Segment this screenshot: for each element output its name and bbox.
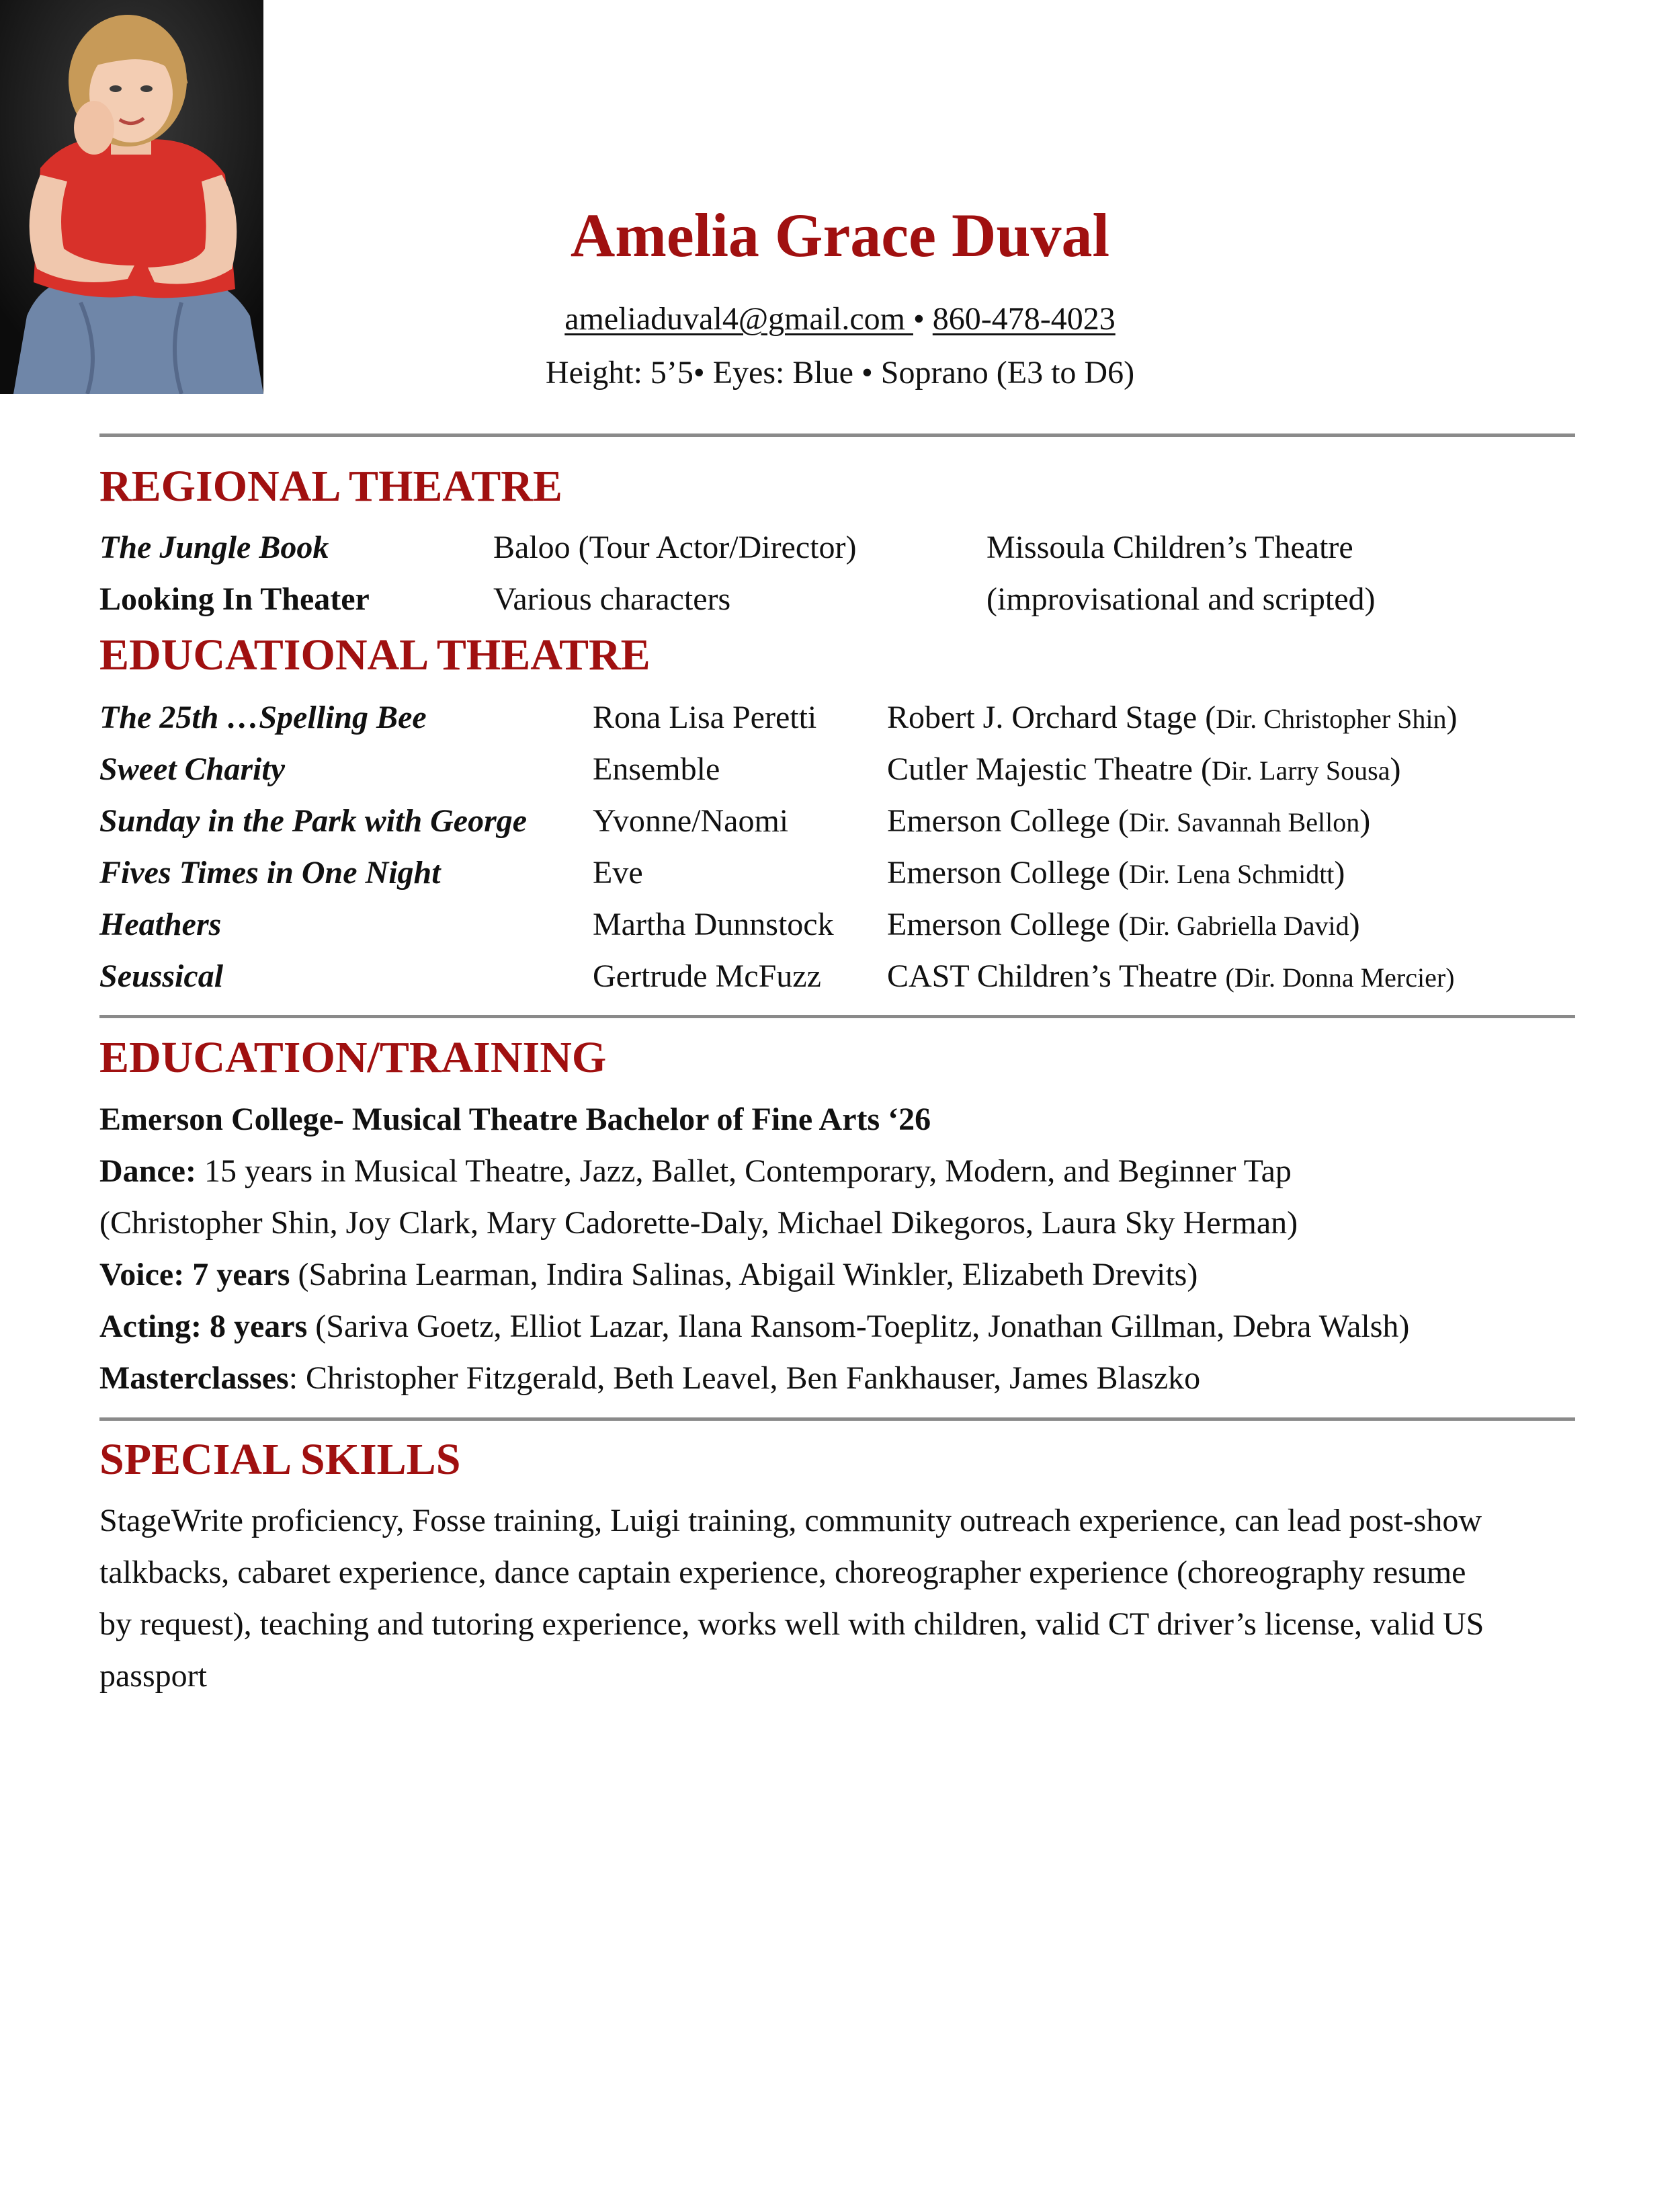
role: Martha Dunnstock bbox=[593, 907, 834, 942]
director: Dir. Lena Schmidtt bbox=[1128, 859, 1335, 889]
show-title: Heathers bbox=[99, 907, 222, 942]
acting-label: Acting: 8 years bbox=[99, 1309, 308, 1344]
skills-line: talkbacks, cabaret experience, dance captain experience, choreographer experience (choreography resume bbox=[99, 1555, 1466, 1590]
role: Gertrude McFuzz bbox=[593, 958, 821, 994]
skills-line: passport bbox=[99, 1658, 207, 1694]
director: Dir. Gabriella David bbox=[1128, 911, 1349, 941]
role: Baloo (Tour Actor/Director) bbox=[493, 530, 857, 565]
skills-line: StageWrite proficiency, Fosse training, Luigi training, community outreach experience, can lead post-show bbox=[99, 1503, 1482, 1538]
masterclasses-label: Masterclasses bbox=[99, 1360, 289, 1396]
venue-name: Robert J. Orchard Stage ( bbox=[887, 700, 1216, 735]
page-title: Amelia Grace Duval bbox=[570, 201, 1110, 270]
acting-text: (Sariva Goetz, Elliot Lazar, Ilana Ransom-Toeplitz, Jonathan Gillman, Debra Walsh) bbox=[307, 1309, 1410, 1344]
email-link[interactable]: ameliaduval4@gmail.com bbox=[564, 301, 913, 337]
show-title: Looking In Theater bbox=[99, 581, 370, 617]
section-heading-skills: SPECIAL SKILLS bbox=[99, 1435, 461, 1484]
venue-close: ) bbox=[1349, 907, 1360, 942]
role: Eve bbox=[593, 855, 643, 891]
contact-line bbox=[0, 300, 1680, 339]
role: Yvonne/Naomi bbox=[593, 803, 789, 839]
venue-close: ) bbox=[1390, 751, 1401, 787]
role: Rona Lisa Peretti bbox=[593, 700, 817, 735]
section-heading-regional: REGIONAL THEATRE bbox=[99, 462, 562, 511]
section-heading-educational: EDUCATIONAL THEATRE bbox=[99, 630, 650, 679]
phone-link[interactable]: 860-478-4023 bbox=[932, 301, 1116, 337]
director: Dir. Christopher Shin bbox=[1216, 704, 1447, 734]
dance-text: 15 years in Musical Theatre, Jazz, Ballet, Contemporary, Modern, and Beginner Tap bbox=[196, 1153, 1292, 1189]
show-title: The 25th …Spelling Bee bbox=[99, 700, 427, 735]
show-title: Sweet Charity bbox=[99, 751, 286, 787]
venue bbox=[887, 854, 1345, 893]
voice-label: Voice: 7 years bbox=[99, 1257, 290, 1292]
section-heading-training: EDUCATION/TRAINING bbox=[99, 1033, 607, 1082]
show-title: Fives Times in One Night bbox=[99, 855, 441, 891]
dance-label: Dance: bbox=[99, 1153, 196, 1189]
show-title: Seussical bbox=[99, 958, 224, 994]
dance-teachers: (Christopher Shin, Joy Clark, Mary Cadorette-Daly, Michael Dikegoros, Laura Sky Herman) bbox=[99, 1205, 1298, 1241]
venue-name: Emerson College ( bbox=[887, 907, 1129, 942]
masterclasses-line bbox=[99, 1359, 1200, 1398]
venue-name: Emerson College ( bbox=[887, 803, 1129, 839]
degree: Emerson College- Musical Theatre Bachelor of Fine Arts ‘26 bbox=[99, 1102, 931, 1137]
voice-text: (Sabrina Learman, Indira Salinas, Abigail Winkler, Elizabeth Drevits) bbox=[290, 1257, 1198, 1292]
director: Dir. Savannah Bellon bbox=[1128, 807, 1360, 837]
skills-line: by request), teaching and tutoring experience, works well with children, valid CT driver’s license, valid US bbox=[99, 1606, 1484, 1642]
role: Ensemble bbox=[593, 751, 720, 787]
divider bbox=[99, 433, 1575, 437]
venue-name: Emerson College ( bbox=[887, 855, 1129, 891]
voice-line bbox=[99, 1255, 1198, 1294]
venue bbox=[887, 905, 1360, 944]
masterclasses-text: : Christopher Fitzgerald, Beth Leavel, Ben Fankhauser, James Blaszko bbox=[288, 1360, 1201, 1396]
venue-close: ) bbox=[1359, 803, 1371, 839]
divider bbox=[99, 1015, 1575, 1018]
dance-line bbox=[99, 1152, 1292, 1191]
venue bbox=[887, 698, 1458, 737]
venue: (improvisational and scripted) bbox=[986, 581, 1376, 617]
acting-line bbox=[99, 1307, 1409, 1346]
physical-stats: Height: 5’5• Eyes: Blue • Soprano (E3 to D6) bbox=[545, 355, 1135, 390]
director: Dir. Larry Sousa bbox=[1211, 755, 1390, 786]
role: Various characters bbox=[493, 581, 731, 617]
director: (Dir. Donna Mercier) bbox=[1225, 962, 1455, 993]
divider bbox=[99, 1417, 1575, 1421]
venue bbox=[887, 957, 1455, 996]
show-title: The Jungle Book bbox=[99, 530, 329, 565]
venue-close: ) bbox=[1334, 855, 1345, 891]
venue-name: CAST Children’s Theatre bbox=[887, 958, 1226, 994]
show-title: Sunday in the Park with George bbox=[99, 803, 528, 839]
venue-close: ) bbox=[1446, 700, 1458, 735]
venue bbox=[887, 750, 1400, 789]
venue: Missoula Children’s Theatre bbox=[986, 530, 1353, 565]
venue-name: Cutler Majestic Theatre ( bbox=[887, 751, 1212, 787]
contact-separator: • bbox=[913, 301, 925, 337]
venue bbox=[887, 802, 1370, 841]
